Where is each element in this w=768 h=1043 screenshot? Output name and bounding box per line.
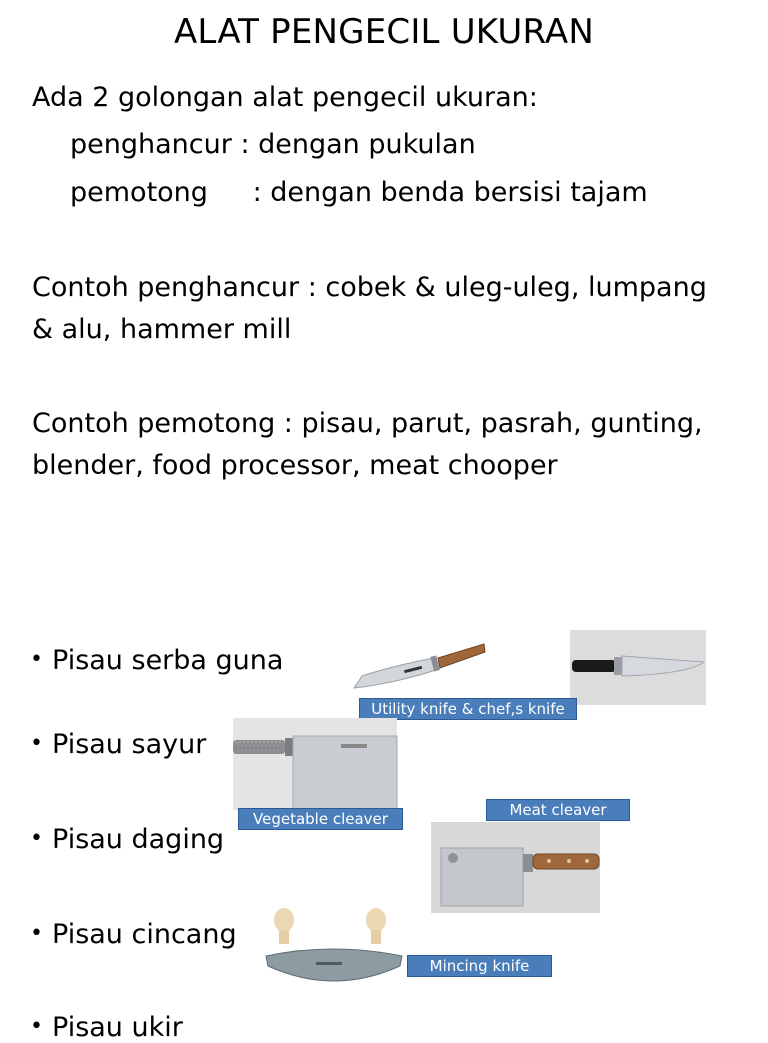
caption-mincing: Mincing knife [407,955,552,977]
bullet-label: Pisau serba guna [52,645,284,676]
bullet-item-meat: • Pisau daging [30,824,225,855]
bullet-label: Pisau cincang [52,919,237,950]
caption-vegetable: Vegetable cleaver [238,808,403,830]
slide-title: ALAT PENGECIL UKURAN [173,12,595,52]
bullet-label: Pisau ukir [52,1012,183,1043]
example-crush-line-2: & alu, hammer mill [32,314,292,345]
intro-text: Ada 2 golongan alat pengecil ukuran: [32,82,538,113]
utility-knife-image [352,632,486,694]
bullet-label: Pisau sayur [52,729,207,760]
group-cut [70,177,648,208]
caption-utility: Utility knife & chef,s knife [359,698,577,720]
bullet-item-carving: • Pisau ukir [30,1012,183,1043]
chef-knife-image [570,630,706,705]
example-crush-line-1: Contoh penghancur : cobek & uleg-uleg, lumpang [32,272,707,303]
meat-cleaver-image [431,822,600,913]
bullet-item-utility: • Pisau serba guna [30,645,284,676]
bullet-label: Pisau daging [52,824,225,855]
caption-meat: Meat cleaver [486,799,630,821]
mincing-knife-image [262,906,406,986]
group-crush-name: penghancur [70,129,232,160]
group-crush [70,129,476,160]
example-cut-line-2: blender, food processor, meat chooper [32,450,558,481]
vegetable-cleaver-image [233,718,397,810]
bullet-item-vegetable: • Pisau sayur [30,729,207,760]
example-cut-line-1: Contoh pemotong : pisau, parut, pasrah, gunting, [32,408,703,439]
group-cut-name: pemotong [70,177,208,208]
group-cut-desc: : dengan benda bersisi tajam [252,177,648,208]
bullet-item-mincing: • Pisau cincang [30,919,237,950]
group-crush-desc: : dengan pukulan [240,129,476,160]
